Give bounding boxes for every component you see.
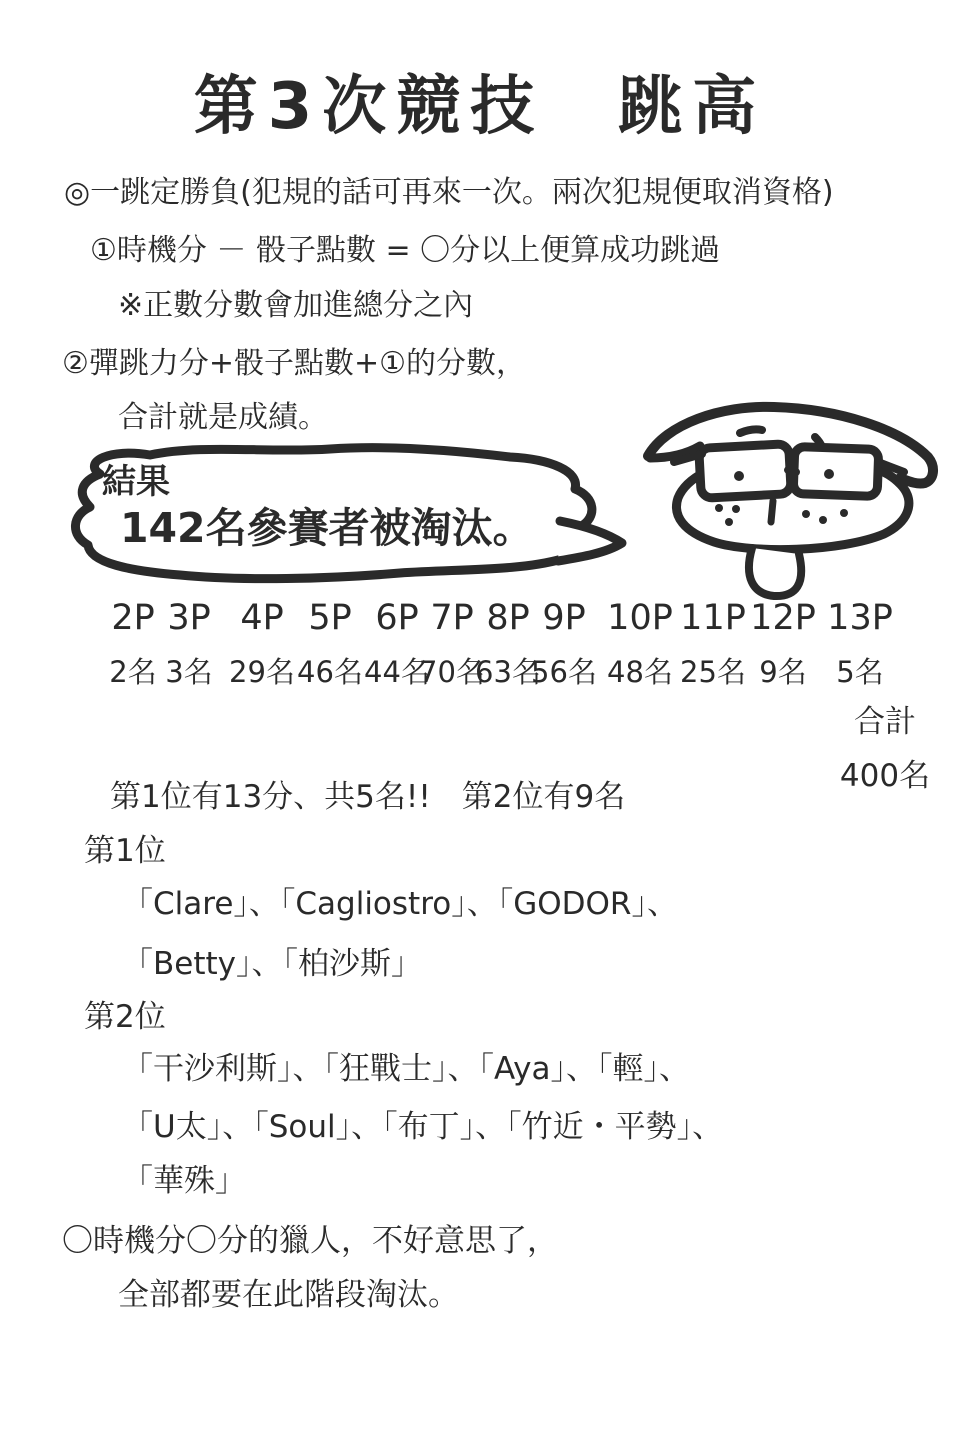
- results-total-value: 400名: [839, 758, 931, 794]
- bubble-result-text: 142名參賽者被淘汰。: [120, 504, 534, 552]
- result-score-label: 7P: [430, 598, 474, 638]
- result-count: 44名: [364, 655, 430, 689]
- footer-note-line2: 全部都要在此階段淘汰。: [118, 1277, 459, 1313]
- result-count: 29名: [229, 655, 295, 689]
- result-score-label: 6P: [375, 598, 419, 638]
- result-score-label: 5P: [308, 598, 352, 638]
- result-count: 63名: [475, 655, 541, 689]
- doodle-face-with-square-glasses-icon: [636, 396, 956, 611]
- result-score-label: 10P: [607, 598, 673, 638]
- rank2-names-line1: 「干沙利斯」、「狂戰士」、「Aya」、「輕」、: [122, 1051, 690, 1087]
- result-count: 3名: [165, 655, 213, 689]
- result-count: 5名: [836, 655, 884, 689]
- rank1-names-line2: 「Betty」、「柏沙斯」: [122, 946, 422, 982]
- result-score-label: 3P: [167, 598, 211, 638]
- result-column: [147, 598, 231, 691]
- result-count: 46名: [297, 655, 363, 689]
- rule-main: ◎一跳定勝負(犯規的話可再來一次。兩次犯規便取消資格): [64, 175, 834, 210]
- rule-note: ※正數分數會加進總分之內: [118, 288, 474, 323]
- result-score-label: 13P: [827, 598, 893, 638]
- page-title: 第3次競技 跳高: [193, 70, 767, 144]
- result-count: 70名: [419, 655, 485, 689]
- result-count: 25名: [680, 655, 746, 689]
- footer-note-line1: 〇時機分〇分的獵人，不好意思了，: [62, 1223, 558, 1259]
- result-count: 9名: [759, 655, 807, 689]
- rule-item2: ②彈跳力分+骰子點數+①的分數，: [62, 346, 527, 381]
- result-score-label: 4P: [240, 598, 284, 638]
- rank2-names-line2: 「U太」、「Soul」、「布丁」、「竹近・平勢」、: [122, 1109, 724, 1145]
- result-column: [741, 598, 825, 691]
- rank2-label: 第2位: [84, 999, 166, 1035]
- rule-item2-continuation: 合計就是成績。: [118, 400, 328, 435]
- result-count: 48名: [607, 655, 673, 689]
- result-column: [522, 598, 606, 691]
- result-score-label: 11P: [680, 598, 746, 638]
- result-count: 2名: [109, 655, 157, 689]
- result-column: [818, 598, 902, 691]
- rank2-names-line3: 「華殊」: [122, 1163, 246, 1199]
- bubble-heading: 結果: [102, 462, 170, 502]
- result-score-label: 12P: [750, 598, 816, 638]
- rule-item1: ①時機分 － 骰子點數 = 〇分以上便算成功跳過: [90, 233, 721, 268]
- result-score-label: 9P: [542, 598, 586, 638]
- result-column: [598, 598, 682, 691]
- results-total: [830, 696, 940, 795]
- rank1-names-line1: 「Clare」、「Cagliostro」、「GODOR」、: [122, 886, 678, 922]
- rank1-label: 第1位: [84, 833, 166, 869]
- result-score-label: 2P: [111, 598, 155, 638]
- standings-summary: 第1位有13分、共5名!! 第2位有9名: [110, 779, 626, 815]
- results-total-label: 合計: [854, 704, 916, 740]
- result-score-label: 8P: [486, 598, 530, 638]
- result-count: 56名: [531, 655, 597, 689]
